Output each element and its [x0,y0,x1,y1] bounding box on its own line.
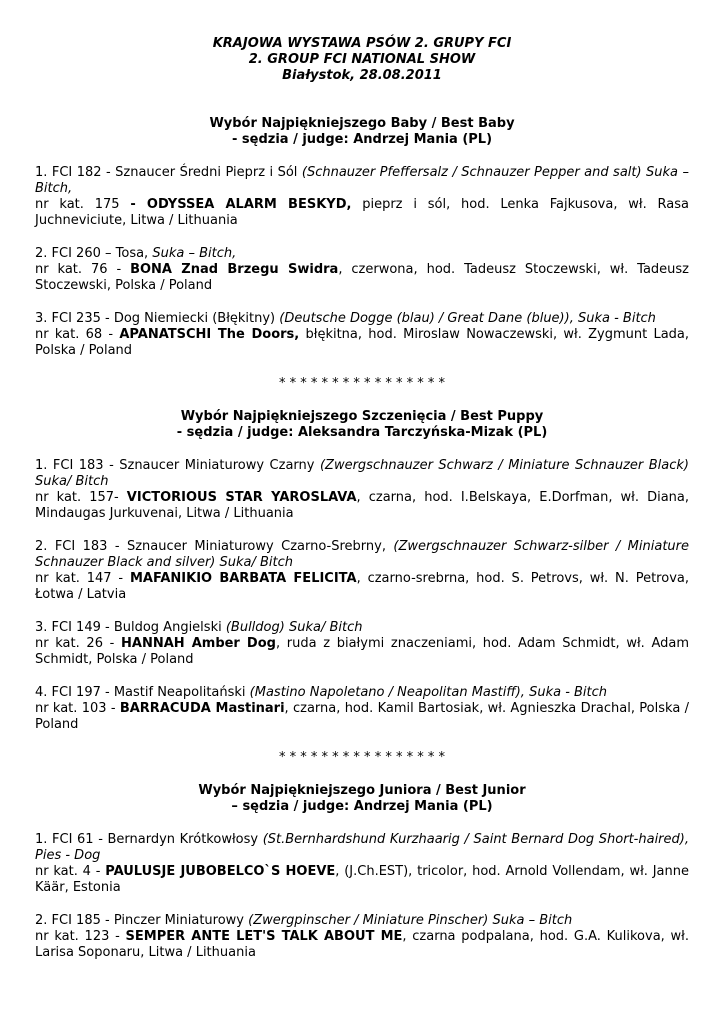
entry-breed-latin: (St.Bernhardshund Kurzhaarig / Saint Bernard Dog Short-haired), Pies - Dog [35,832,689,863]
show-title-en: 2. GROUP FCI NATIONAL SHOW [248,52,476,67]
section-judge: - sędzia / judge: Andrzej Mania (PL) [231,132,493,147]
entry-breed-latin: Suka – Bitch, [152,246,237,261]
entry-catalog: nr kat. 175 [35,197,131,212]
entry-details: , (J.Ch.EST), tricolor, hod. Arnold Vollendam, wł. Janne Käär, Estonia [35,864,689,895]
result-entry [35,165,689,229]
section-title: Wybór Najpiękniejszego Baby / Best Baby [209,116,515,131]
show-place-date: Białystok, 28.08.2011 [282,68,442,83]
section-title: Wybór Najpiękniejszego Juniora / Best Junior [198,783,526,798]
entry-catalog: nr kat. 76 - [35,262,131,277]
result-entry [35,246,689,294]
section-best-baby-title [35,116,689,148]
entry-details: , czarna, hod. I.Belskaya, E.Dorfman, wł. Diana, Mindaugas Jurkuvenai, Litwa / Lithuania [35,490,689,521]
entry-dog-name: APANATSCHI The Doors, [119,327,300,342]
show-header [35,36,689,84]
entry-details: pieprz i sól, hod. Lenka Fajkusova, wł. Rasa Juchneviciute, Litwa / Lithuania [35,197,689,228]
section-judge: – sędzia / judge: Andrzej Mania (PL) [231,799,493,814]
entry-breed: 2. FCI 183 - Sznaucer Miniaturowy Czarno-Srebrny, [35,539,394,554]
section-title: Wybór Najpiękniejszego Szczenięcia / Best Puppy [180,409,544,424]
entry-dog-name: HANNAH Amber Dog [121,636,276,651]
entry-breed-latin: (Deutsche Dogge (blau) / Great Dane (blue)), Suka - Bitch [279,311,656,326]
separator-stars: * * * * * * * * * * * * * * * * [279,376,445,391]
entry-catalog: nr kat. 123 - [35,929,126,944]
entry-catalog: nr kat. 68 - [35,327,120,342]
result-entry [35,458,689,522]
entry-dog-name: - ODYSSEA ALARM BESKYD, [130,197,352,212]
section-best-junior-title [35,783,689,815]
result-entry [35,913,689,961]
entry-breed: 4. FCI 197 - Mastif Neapolitański [35,685,250,700]
document-body [35,36,689,978]
entry-details: , czarna, hod. Kamil Bartosiak, wł. Agnieszka Drachal, Polska / Poland [35,701,689,732]
section-judge: - sędzia / judge: Aleksandra Tarczyńska-Mizak (PL) [176,425,548,440]
entry-breed: 1. FCI 182 - Sznaucer Średni Pieprz i Sól [35,165,302,180]
entry-dog-name: MAFANIKIO BARBATA FELICITA [129,571,357,586]
entry-breed: 2. FCI 260 – Tosa, [35,246,153,261]
entry-breed-latin: (Zwergschnauzer Schwarz-silber / Miniature Schnauzer Black and silver) Suka/ Bitch [35,539,690,570]
entry-catalog: nr kat. 147 - [35,571,130,586]
entry-breed: 3. FCI 149 - Buldog Angielski [35,620,226,635]
result-entry [35,685,689,733]
entry-details: , czarno-srebrna, hod. S. Petrovs, wł. N. Petrova, Łotwa / Latvia [35,571,689,602]
entry-breed-latin: (Zwergschnauzer Schwarz / Miniature Schnauzer Black) Suka/ Bitch [35,458,689,489]
result-entry [35,620,689,668]
entry-dog-name: VICTORIOUS STAR YAROSLAVA [126,490,357,505]
section-best-puppy-title [35,409,689,441]
show-title-pl: KRAJOWA WYSTAWA PSÓW 2. GRUPY FCI [212,36,512,51]
entry-breed-latin: (Bulldog) Suka/ Bitch [225,620,363,635]
entry-catalog: nr kat. 157- [35,490,127,505]
result-entry [35,311,689,359]
entry-catalog: nr kat. 26 - [35,636,121,651]
entry-breed: 1. FCI 183 - Sznaucer Miniaturowy Czarny [35,458,320,473]
separator-stars: * * * * * * * * * * * * * * * * [279,750,445,765]
entry-details: , czerwona, hod. Tadeusz Stoczewski, wł. Tadeusz Stoczewski, Polska / Poland [35,262,689,293]
entry-details: , czarna podpalana, hod. G.A. Kulikova, wł. Larisa Soponaru, Litwa / Lithuania [35,929,689,960]
result-entry [35,539,689,603]
entry-dog-name: SEMPER ANTE LET'S TALK ABOUT ME [125,929,403,944]
entry-details: błękitna, hod. Miroslaw Nowaczewski, wł. Zygmunt Lada, Polska / Poland [35,327,690,358]
entry-catalog: nr kat. 103 - [35,701,120,716]
entry-breed: 3. FCI 235 - Dog Niemiecki (Błękitny) [35,311,280,326]
entry-dog-name: BARRACUDA Mastinari [119,701,285,716]
entry-breed: 1. FCI 61 - Bernardyn Krótkowłosy [35,832,263,847]
entry-dog-name: BONA Znad Brzegu Swidra [130,262,339,277]
entry-catalog: nr kat. 4 - [35,864,106,879]
entry-breed-latin: (Zwergpinscher / Miniature Pinscher) Suka – Bitch [248,913,573,928]
entry-breed: 2. FCI 185 - Pinczer Miniaturowy [35,913,249,928]
entry-details: , ruda z białymi znaczeniami, hod. Adam Schmidt, wł. Adam Schmidt, Polska / Poland [35,636,689,667]
result-entry [35,832,689,896]
entry-dog-name: PAULUSJE JUBOBELCO`S HOEVE [105,864,336,879]
entry-breed-latin: (Mastino Napoletano / Neapolitan Mastiff), Suka - Bitch [249,685,608,700]
entry-breed-latin: (Schnauzer Pfeffersalz / Schnauzer Pepper and salt) Suka – Bitch, [35,165,689,196]
